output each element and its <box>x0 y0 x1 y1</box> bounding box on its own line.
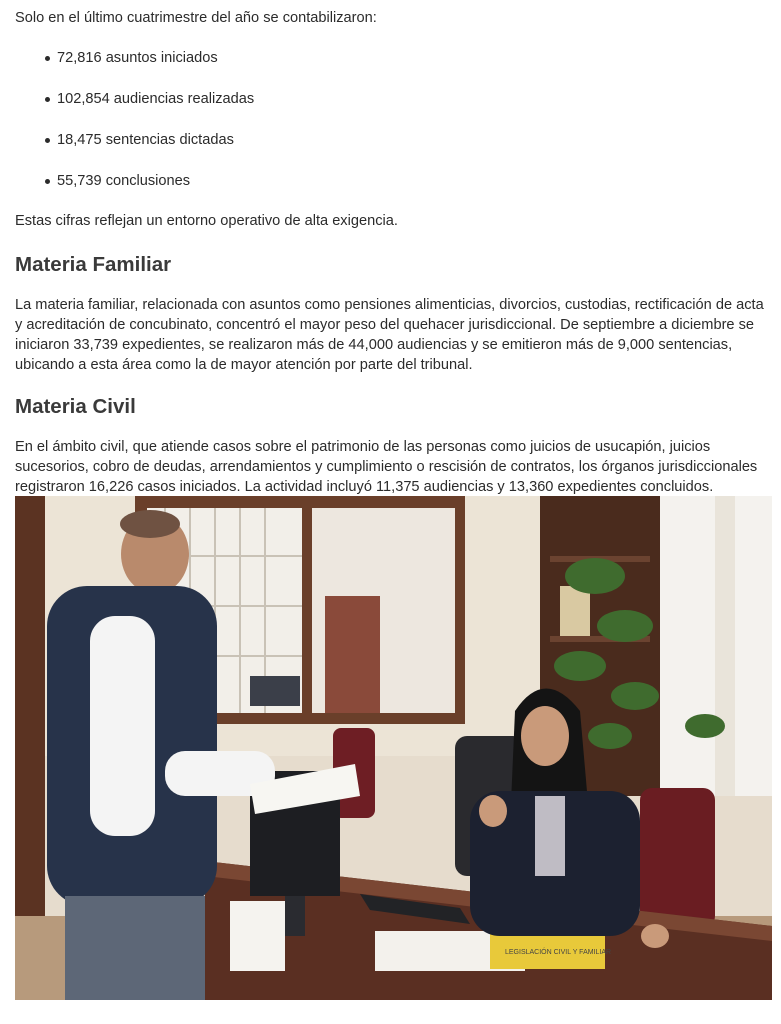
paragraph-line: iniciaron 33,739 expedientes, se realizaron más de 44,000 audiencias y se emitieron más de 9,000 sentencias, <box>15 337 733 353</box>
section-heading-civil: Materia Civil <box>15 395 136 418</box>
paragraph-line: y acreditación de concubinato, concentró el mayor peso del quehacer jurisdiccional. De septiembre a diciembre se <box>15 317 755 333</box>
paragraph-line: ubicando a esta área como la de mayor atención por parte del tribunal. <box>15 357 473 373</box>
list-item <box>15 48 735 89</box>
stat-text: 102,854 audiencias realizadas <box>57 91 255 107</box>
folder-label: LEGISLACIÓN CIVIL Y FAMILIAR <box>505 949 612 956</box>
familiar-paragraph <box>15 295 775 375</box>
stats-list <box>15 48 735 212</box>
list-item <box>15 89 735 130</box>
stat-text: 55,739 conclusiones <box>57 173 191 189</box>
bullet-icon <box>45 138 50 143</box>
list-item <box>15 171 735 212</box>
section-heading-familiar: Materia Familiar <box>15 253 172 276</box>
closing-paragraph: Estas cifras reflejan un entorno operativo de alta exigencia. <box>15 213 398 229</box>
office-scene-illustration <box>15 496 772 1000</box>
paragraph-line: sucesorios, cobro de deudas, arrendamientos y cumplimiento o rescisión de contratos, los órganos jurisdiccionales <box>15 459 758 475</box>
intro-paragraph: Solo en el último cuatrimestre del año se contabilizaron: <box>15 10 377 26</box>
bullet-icon <box>45 97 50 102</box>
bullet-icon <box>45 56 50 61</box>
paragraph-line: La materia familiar, relacionada con asuntos como pensiones alimenticias, divorcios, custodias, rectificación de acta <box>15 297 764 313</box>
bullet-icon <box>45 179 50 184</box>
civil-paragraph <box>15 437 775 497</box>
list-item <box>15 130 735 171</box>
paragraph-line: registraron 16,226 casos iniciados. La actividad incluyó 11,375 audiencias y 13,360 expedientes concluidos. <box>15 479 714 495</box>
stat-text: 18,475 sentencias dictadas <box>57 132 234 148</box>
article-photo <box>15 496 772 1000</box>
paragraph-line: En el ámbito civil, que atiende casos sobre el patrimonio de las personas como juicios de usucapión, juicios <box>15 439 711 455</box>
stat-text: 72,816 asuntos iniciados <box>57 50 218 66</box>
